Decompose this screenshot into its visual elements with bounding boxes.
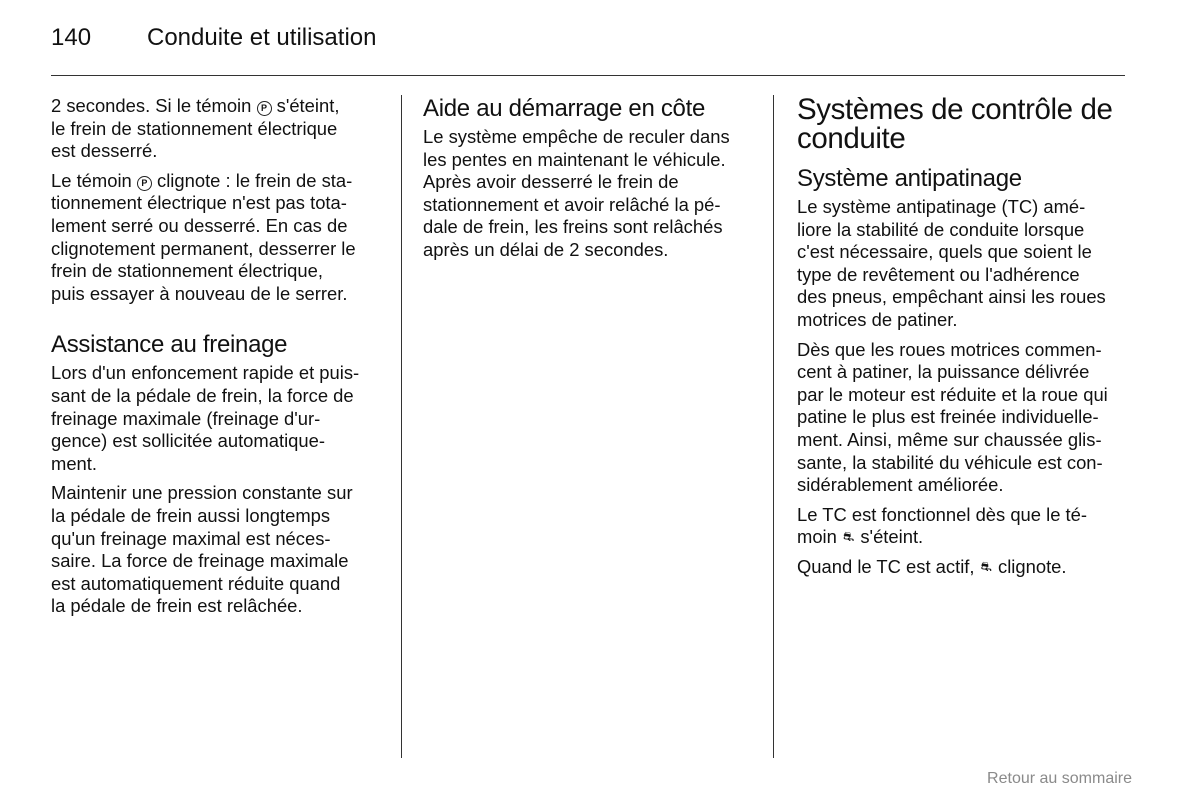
- column-divider-2: [773, 95, 774, 758]
- text-run: Le témoin: [51, 169, 132, 191]
- paragraph: Le système empêche de reculer dans les pentes en maintenant le véhicule. Après avoir desserré le frein de stationnement et avoir relâché la pé- dale de frein, les freins sont relâchés après un délai de 2 secondes.: [423, 126, 730, 260]
- text-run: clignote : le frein de sta- tionnement électrique n'est pas tota- lement serré ou desserré. En cas de clignotement permanent, desserrer le frein de stationnement électrique, puis essayer à nouveau de le serrer.: [51, 169, 356, 304]
- section-heading-brake-assist: Assistance au freinage: [51, 331, 288, 359]
- column-right: [797, 95, 1132, 586]
- header-rule: [51, 75, 1125, 76]
- column-middle: [423, 95, 758, 269]
- column-left: [51, 95, 381, 625]
- paragraph: Lors d'un enfoncement rapide et puis- sant de la pédale de frein, la force de freinage maximale (freinage d'ur- gence) est sollicitée automatique- ment.: [51, 362, 360, 474]
- text-run: clignote.: [998, 555, 1067, 577]
- paragraph: [797, 556, 1132, 579]
- running-title: Conduite et utilisation: [147, 24, 377, 51]
- paragraph: Maintenir une pression constante sur la pédale de frein aussi longtemps qu'un freinage maximal est néces- saire. La force de freinage maximale est automatiquement réduite quand la pédale de frein est relâchée.: [51, 482, 353, 617]
- text-run: 2 secondes. Si le témoin: [51, 95, 252, 116]
- text-run: s'éteint.: [860, 526, 924, 548]
- paragraph: [797, 504, 1132, 549]
- text-run: s'éteint, le frein de stationnement électrique est desserré.: [51, 95, 340, 162]
- traction-control-indicator-icon: ⛐: [843, 529, 855, 545]
- text-run: Le TC est fonctionnel dès que le té- moin: [797, 503, 1088, 548]
- back-to-contents-link[interactable]: Retour au sommaire: [987, 770, 1132, 787]
- page-header: [51, 24, 376, 60]
- paragraph: Le système antipatinage (TC) amé- liore la stabilité de conduite lorsque c'est nécessaire, quels que soient le type de revêtement ou l'adhérence des pneus, empêchant ainsi les roues motrices de patiner.: [797, 196, 1106, 330]
- section-heading-traction-control: Système antipatinage: [797, 165, 1022, 192]
- page-number: 140: [51, 24, 92, 51]
- parking-brake-indicator-icon: P: [257, 101, 272, 116]
- paragraph: [51, 95, 381, 163]
- section-heading-hill-start: Aide au démarrage en côte: [423, 95, 706, 122]
- column-divider-1: [401, 95, 402, 758]
- paragraph: [51, 170, 381, 306]
- parking-brake-indicator-icon: P: [137, 176, 152, 191]
- traction-control-indicator-icon: ⛐: [980, 558, 992, 574]
- chapter-heading: Systèmes de contrôle de conduite: [797, 93, 1113, 155]
- text-run: Quand le TC est actif,: [797, 555, 975, 577]
- paragraph: Dès que les roues motrices commen- cent à patiner, la puissance délivrée par le moteur est réduite et la roue qui patine le plus est freinée individuelle- ment. Ainsi, même sur chaussée glis- sante, la stabilité du véhicule est con- sidérablement améliorée.: [797, 338, 1108, 496]
